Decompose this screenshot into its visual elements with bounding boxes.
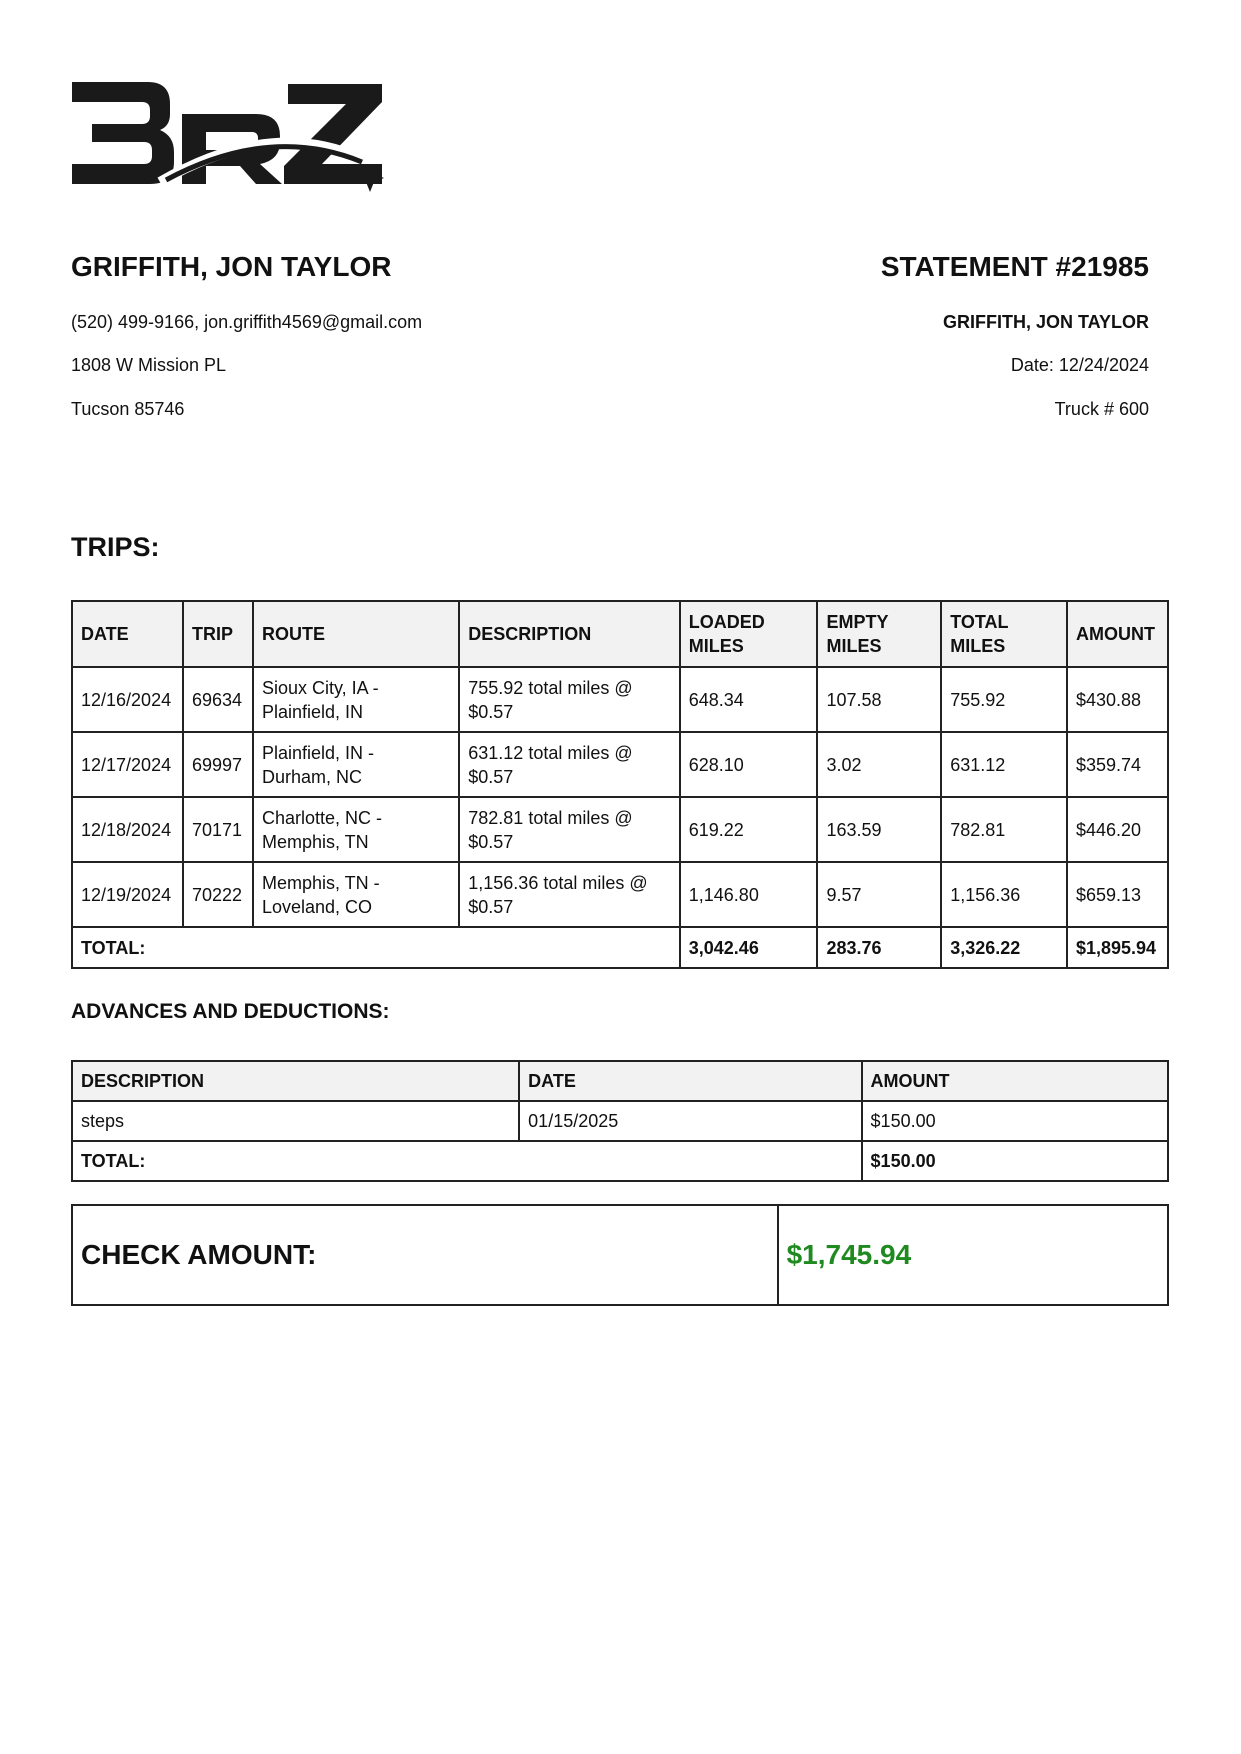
trip-amount: $446.20 — [1067, 797, 1168, 862]
statement-info — [589, 250, 1149, 419]
trip-total-miles: 755.92 — [941, 667, 1067, 732]
adv-header-description: DESCRIPTION — [72, 1061, 519, 1101]
trips-total-loaded: 3,042.46 — [680, 927, 818, 968]
driver-info — [71, 250, 631, 419]
driver-contact: (520) 499-9166, jon.griffith4569@gmail.com — [71, 312, 423, 332]
trip-route: Plainfield, IN - Durham, NC — [253, 732, 459, 797]
trips-total-amount: $1,895.94 — [1067, 927, 1168, 968]
adv-header-amount: AMOUNT — [862, 1061, 1168, 1101]
header-date: DATE — [72, 601, 183, 667]
adv-header-date: DATE — [519, 1061, 861, 1101]
check-row — [72, 1205, 1168, 1305]
advances-heading: ADVANCES AND DEDUCTIONS: — [71, 1000, 390, 1023]
header-route: ROUTE — [253, 601, 459, 667]
advances-total-row — [72, 1141, 1168, 1181]
table-row — [72, 797, 1168, 862]
trip-loaded-miles: 628.10 — [680, 732, 818, 797]
trip-total-miles: 782.81 — [941, 797, 1067, 862]
trips-table — [71, 600, 1169, 969]
company-logo — [70, 78, 390, 193]
trip-number: 69997 — [183, 732, 253, 797]
trip-amount: $359.74 — [1067, 732, 1168, 797]
header-empty-miles: EMPTY MILES — [817, 601, 941, 667]
adv-total-amount: $150.00 — [862, 1141, 1168, 1181]
adv-date: 01/15/2025 — [519, 1101, 861, 1141]
trips-total-row — [72, 927, 1168, 968]
table-row — [72, 667, 1168, 732]
trips-header-row — [72, 601, 1168, 667]
driver-name: GRIFFITH, JON TAYLOR — [71, 251, 392, 282]
adv-total-label: TOTAL: — [72, 1141, 862, 1181]
table-row — [72, 862, 1168, 927]
trip-date: 12/16/2024 — [72, 667, 183, 732]
table-row — [72, 732, 1168, 797]
trip-description: 782.81 total miles @ $0.57 — [459, 797, 680, 862]
statement-name: GRIFFITH, JON TAYLOR — [942, 312, 1149, 332]
trip-description: 631.12 total miles @ $0.57 — [459, 732, 680, 797]
trip-amount: $659.13 — [1067, 862, 1168, 927]
trip-route: Memphis, TN - Loveland, CO — [253, 862, 459, 927]
statement-truck: Truck # 600 — [1054, 399, 1149, 419]
trip-number: 69634 — [183, 667, 253, 732]
statement-title: STATEMENT #21985 — [880, 251, 1149, 282]
trip-route: Charlotte, NC - Memphis, TN — [253, 797, 459, 862]
trips-heading: TRIPS: — [71, 532, 160, 562]
check-amount-label: CHECK AMOUNT: — [72, 1205, 778, 1305]
advances-header-row — [72, 1061, 1168, 1101]
trip-date: 12/17/2024 — [72, 732, 183, 797]
header-description: DESCRIPTION — [459, 601, 680, 667]
trip-number: 70171 — [183, 797, 253, 862]
trip-date: 12/19/2024 — [72, 862, 183, 927]
trip-empty-miles: 107.58 — [817, 667, 941, 732]
statement-date: Date: 12/24/2024 — [1010, 355, 1149, 375]
trip-loaded-miles: 1,146.80 — [680, 862, 818, 927]
trip-loaded-miles: 648.34 — [680, 667, 818, 732]
trips-total-empty: 283.76 — [817, 927, 941, 968]
check-amount-value: $1,745.94 — [778, 1205, 1168, 1305]
trip-date: 12/18/2024 — [72, 797, 183, 862]
trip-route: Sioux City, IA - Plainfield, IN — [253, 667, 459, 732]
trip-description: 755.92 total miles @ $0.57 — [459, 667, 680, 732]
trips-total-miles: 3,326.22 — [941, 927, 1067, 968]
trip-total-miles: 1,156.36 — [941, 862, 1067, 927]
driver-address-line2: Tucson 85746 — [71, 399, 185, 419]
trip-amount: $430.88 — [1067, 667, 1168, 732]
header-amount: AMOUNT — [1067, 601, 1168, 667]
trip-empty-miles: 9.57 — [817, 862, 941, 927]
adv-description: steps — [72, 1101, 519, 1141]
header-trip: TRIP — [183, 601, 253, 667]
trip-empty-miles: 3.02 — [817, 732, 941, 797]
trips-total-label: TOTAL: — [72, 927, 680, 968]
header-loaded-miles: LOADED MILES — [680, 601, 818, 667]
header-total-miles: TOTAL MILES — [941, 601, 1067, 667]
table-row — [72, 1101, 1168, 1141]
advances-table — [71, 1060, 1169, 1182]
trip-total-miles: 631.12 — [941, 732, 1067, 797]
trip-number: 70222 — [183, 862, 253, 927]
adv-amount: $150.00 — [862, 1101, 1168, 1141]
trip-description: 1,156.36 total miles @ $0.57 — [459, 862, 680, 927]
check-amount-box — [71, 1204, 1169, 1306]
driver-address-line1: 1808 W Mission PL — [71, 355, 227, 375]
trip-empty-miles: 163.59 — [817, 797, 941, 862]
trip-loaded-miles: 619.22 — [680, 797, 818, 862]
